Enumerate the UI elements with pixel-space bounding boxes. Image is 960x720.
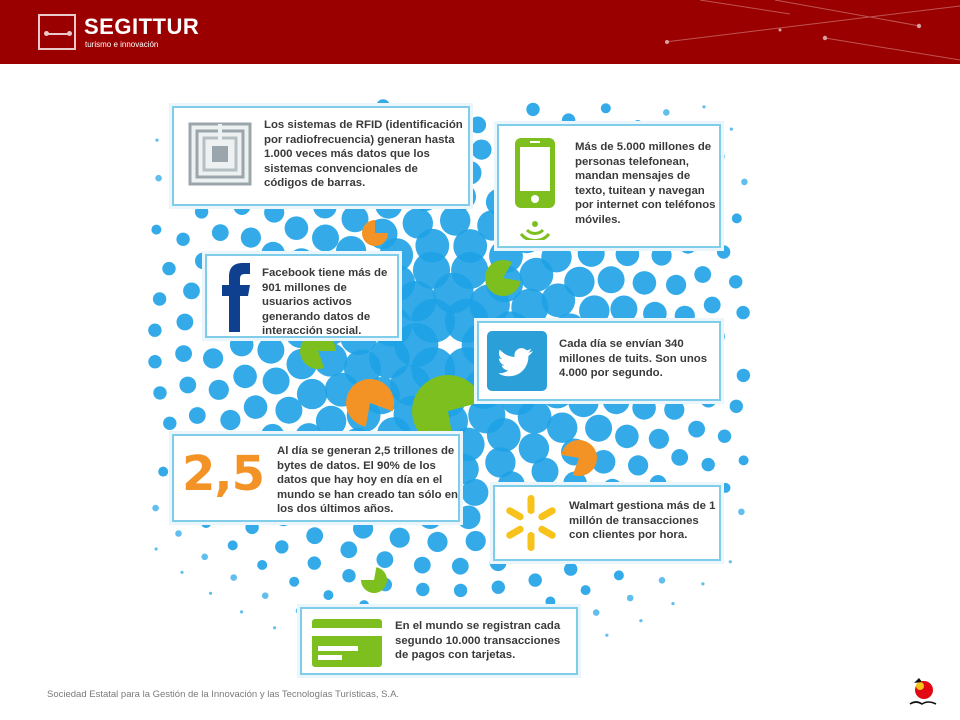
header-bar xyxy=(0,0,960,64)
walmart-spark-icon xyxy=(501,493,561,553)
card-walmart-text: Walmart gestiona más de 1 millón de transacciones con clientes por hora. xyxy=(569,500,716,542)
credit-card-icon xyxy=(312,619,382,667)
bytes-big-number: 2,5 xyxy=(182,446,265,502)
card-bytes xyxy=(172,434,460,522)
card-payments xyxy=(300,607,578,675)
card-bytes-text: Al día se generan 2,5 trillones de bytes de datos. El 90% de los datos que hay hoy en día en el mundo se han creado tan sólo en los dos últimos años. xyxy=(277,445,459,516)
card-rfid xyxy=(172,106,470,206)
card-twitter-text: Cada día se envían 340 millones de tuits. Son unos 4.000 por segundo. xyxy=(559,338,708,380)
rfid-chip-icon xyxy=(188,122,252,186)
card-walmart xyxy=(493,485,721,561)
twitter-bird-icon xyxy=(487,331,547,391)
facebook-icon xyxy=(221,262,251,332)
card-phones-text: Más de 5.000 millones de personas telefonean, mandan mensajes de texto, tuitean y navegan por internet con teléfonos móviles. xyxy=(575,141,716,226)
footer-company-name: Sociedad Estatal para la Gestión de la Innovación y las Tecnologías Turísticas, S.A. xyxy=(47,689,400,700)
bubble-tail-pie xyxy=(361,567,387,593)
card-twitter xyxy=(477,321,721,401)
card-facebook-text: Facebook tiene más de 901 millones de usuarios activos generando datos de interacción social. xyxy=(262,267,388,338)
card-rfid-text: Los sistemas de RFID (identificación por radiofrecuencia) generan hasta 1.000 veces más datos que los sistemas convencionales de códigos de barras. xyxy=(264,119,463,190)
segittur-logo-icon xyxy=(38,14,76,50)
card-phones xyxy=(497,124,721,248)
spain-tourism-logo-icon xyxy=(906,674,942,710)
card-facebook xyxy=(205,254,399,338)
brand-tagline: turismo e innovación xyxy=(85,40,159,49)
card-payments-text: En el mundo se registran cada segundo 10.000 transacciones de pagos con tarjetas. xyxy=(395,620,561,662)
brand-name: SEGITTUR xyxy=(84,14,200,39)
big-data-infographic xyxy=(0,64,960,684)
mobile-phone-icon xyxy=(511,136,561,240)
